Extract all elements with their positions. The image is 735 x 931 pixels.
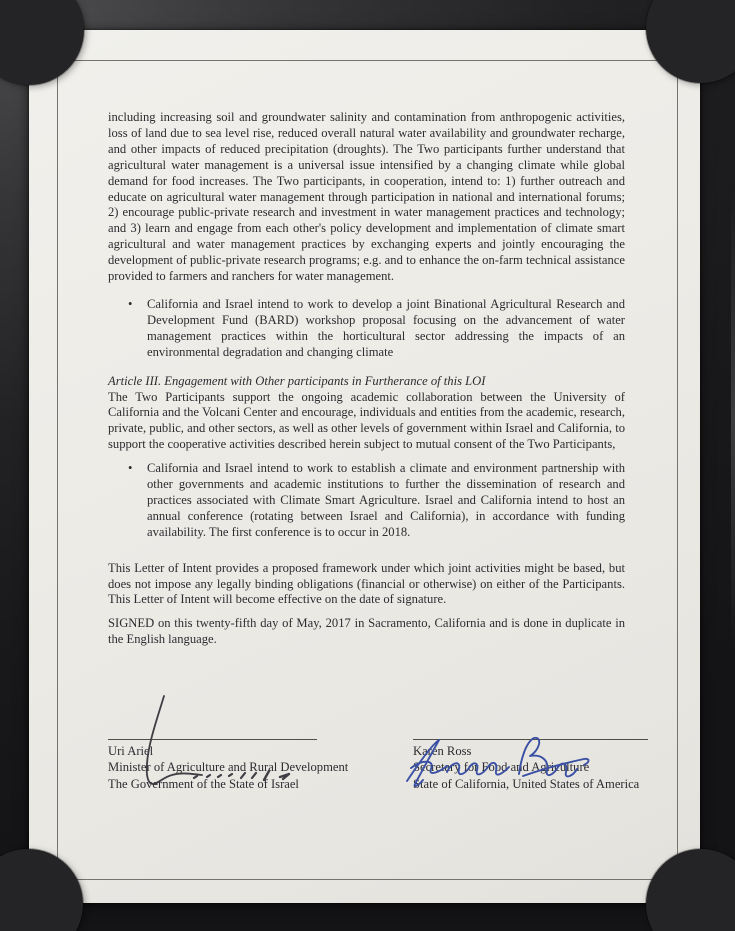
closing-paragraph: This Letter of Intent provides a proposed framework under which joint activities might be based, but does not impose any legally binding obligations (financial or otherwise) on either of the Participants. This Letter of Intent will become effective on the date of signature. [108, 560, 625, 607]
bullet-list-1 [108, 297, 625, 361]
signature-column-california [413, 694, 648, 792]
signatory-organization: The Government of the State of Israel [108, 776, 299, 791]
bullet-partnership-text: California and Israel intend to work to establish a climate and environment partnership with other governments and academic institutions to further the dissemination of research and practices associated with Climate Smart Agriculture. Israel and California intend to host an annual conference (rotating between Israel and California), in accordance with funding availability. The first conference is to occur in 2018. [147, 461, 625, 539]
bullet-bard-text: California and Israel intend to work to develop a joint Binational Agricultural Research and Development Fund (BARD) workshop proposal focusing on the advancement of water management practices within the horticultural sector addressing the impacts of an environmental degradation and changing climate [147, 296, 625, 359]
letter-of-intent-page [29, 30, 700, 903]
signatory-title: Secretary for Food and Agriculture [413, 760, 590, 775]
signature-line [413, 694, 648, 740]
bullet-bard-workshop [108, 297, 625, 361]
signature-line [108, 694, 317, 740]
signature-column-israel [108, 694, 348, 792]
bullet-icon: • [128, 296, 133, 311]
signatory-organization: State of California, United States of America [413, 776, 640, 791]
signatory-name: Karen Ross [413, 744, 472, 759]
article-iii-heading: Article III. Engagement with Other participants in Furtherance of this LOI [108, 373, 486, 388]
paragraph-water-management: including increasing soil and groundwater salinity and contamination from anthropogenic activities, loss of land due to sea level rise, reduced overall natural water availability and groundwater recharge, and other impacts of reduced precipitation (droughts). The Two participants further understand that agricultural water management is a universal issue intensified by a changing climate while global demand for food increases. The Two participants, in cooperation, intend to: 1) further outreach and educate on agricultural water management through participation in national and international forums; 2) encourage public-private research and investment in water management practices and technology; and 3) learn and engage from each other's policy development and implementation of climate smart agricultural and water management practices by exchanging experts and jointly encouraging the development of public-private research programs; e.g. and to enhance the on-farm technical assistance provided to farmers and ranchers for water management. [108, 110, 625, 284]
signatory-title: Minister of Agriculture and Rural Development [108, 760, 349, 775]
signatory-california [413, 740, 648, 792]
signed-statement: SIGNED on this twenty-fifth day of May, 2017 in Sacramento, California and is done in duplicate in the English language. [108, 616, 625, 647]
mat-edge-highlight [731, 0, 735, 931]
bullet-list-2 [108, 461, 625, 541]
bullet-climate-partnership [108, 461, 625, 541]
signatory-israel [108, 740, 348, 792]
signature-block [108, 694, 640, 792]
article-iii-body: The Two Participants support the ongoing academic collaboration between the University of California and the Volcani Center and encourage, individuals and entities from the academic, research, private, public, and other sectors, as well as other levels of government within Israel and California, to support the cooperative activities described herein subject to mutual consent of the Two Participants, [108, 389, 625, 452]
bullet-icon: • [128, 461, 133, 476]
signatory-name: Uri Ariel [108, 744, 154, 759]
page-content [108, 110, 640, 792]
